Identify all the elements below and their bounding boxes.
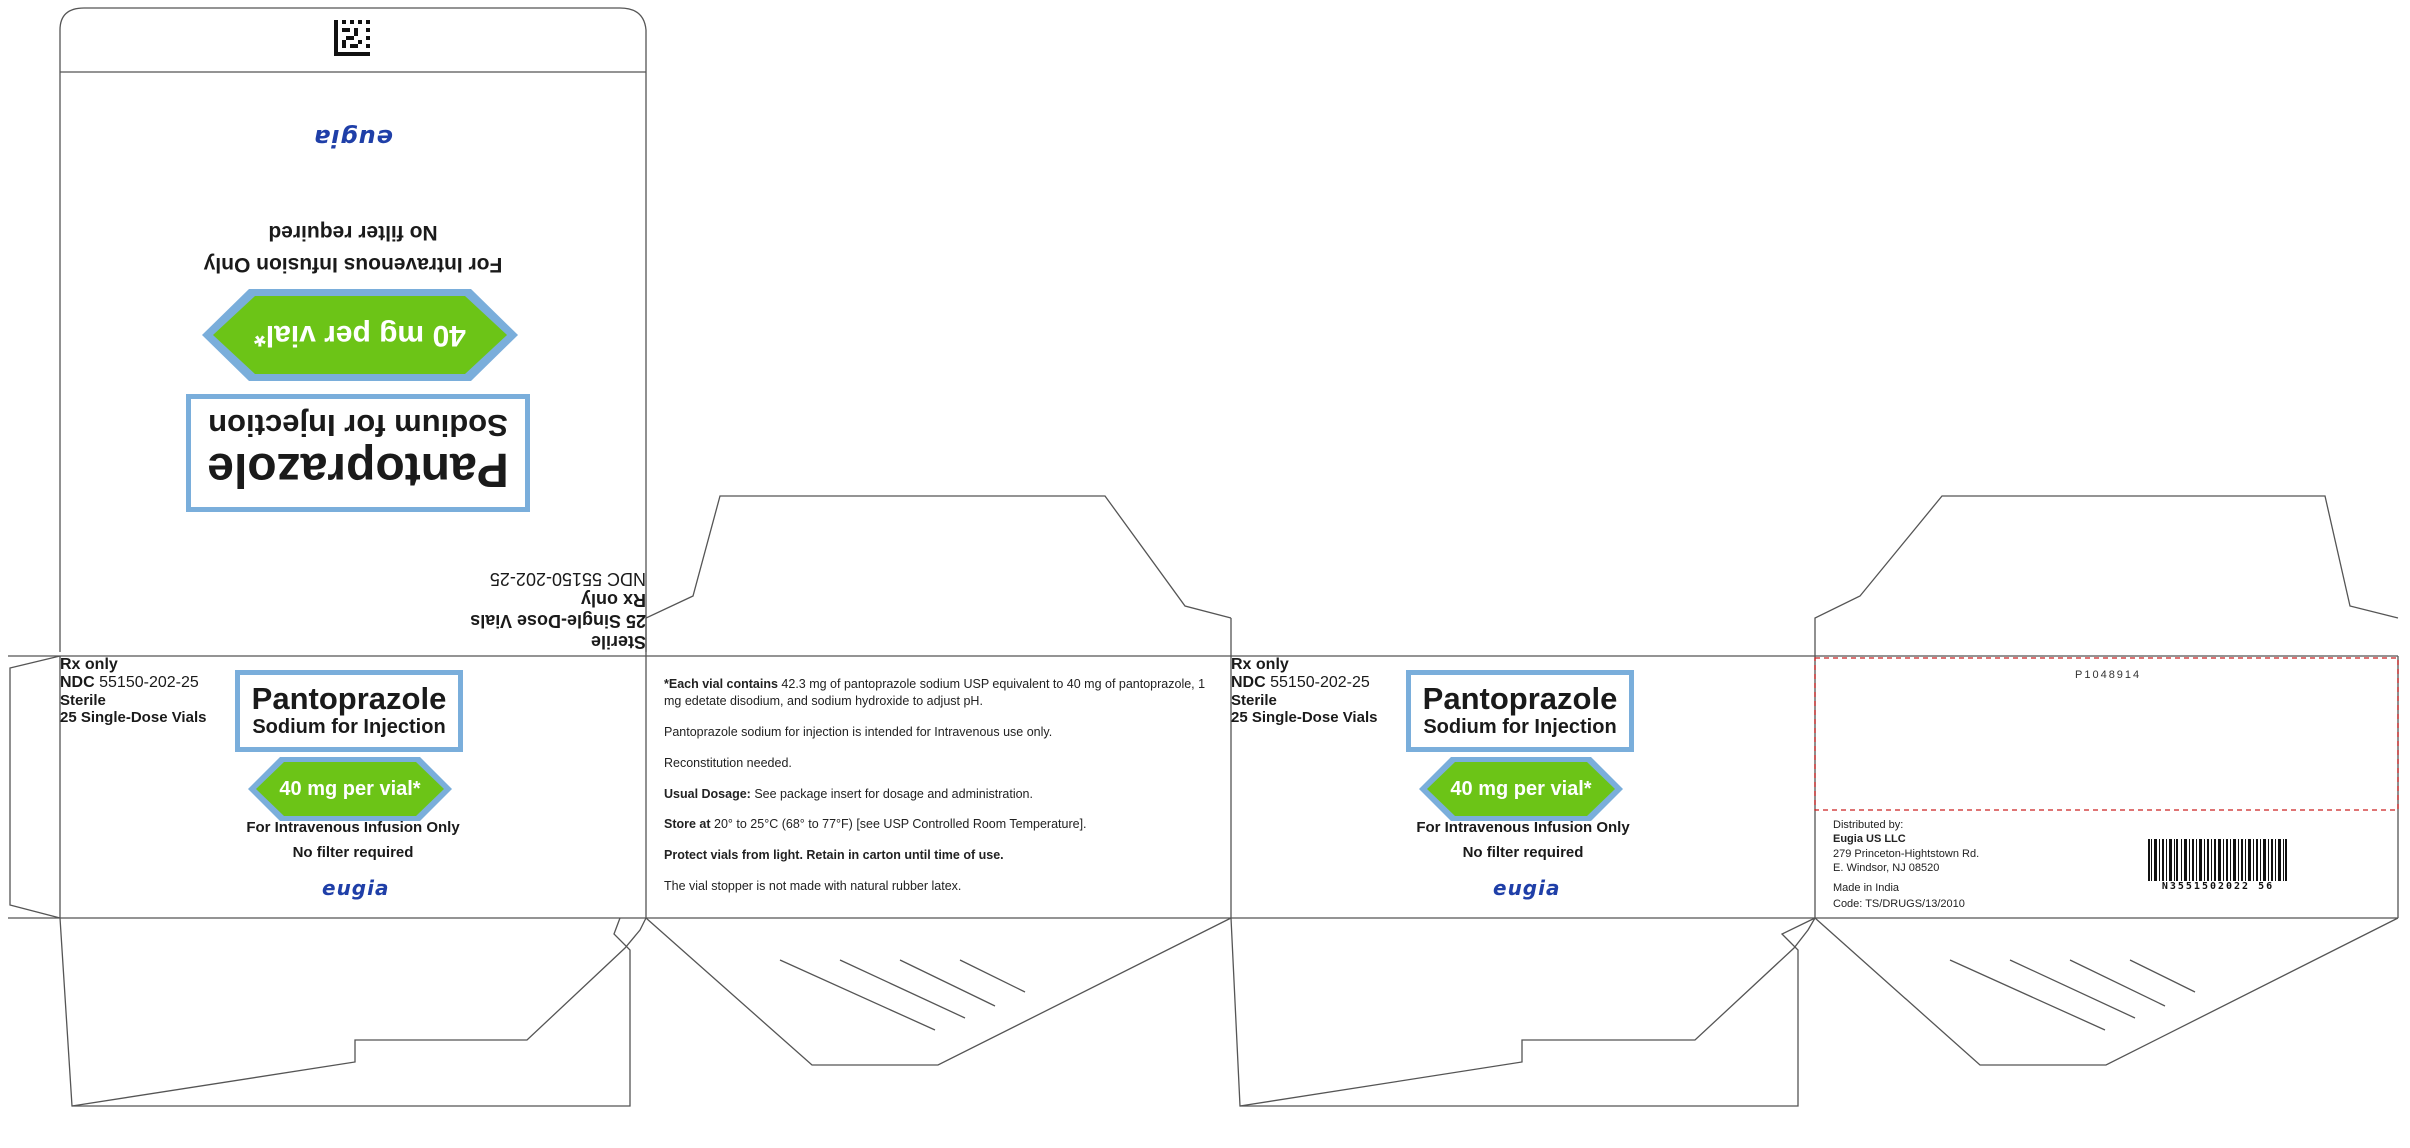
reconstitution-paragraph: Reconstitution needed. bbox=[664, 755, 792, 770]
ndc-number: 55150-202-25 bbox=[1270, 674, 1370, 691]
brand-logo: eugia bbox=[313, 124, 393, 152]
product-title-box bbox=[235, 670, 463, 752]
made-in-label: Made in India bbox=[1833, 882, 1900, 895]
filter-note: No filter required bbox=[268, 221, 438, 244]
rx-only-label: Rx only bbox=[580, 590, 646, 610]
distributor-block bbox=[1833, 818, 1979, 912]
product-title-box bbox=[1406, 670, 1634, 752]
front-panel bbox=[60, 656, 646, 918]
product-name: Pantoprazole bbox=[251, 681, 447, 716]
latex-paragraph: The vial stopper is not made with natural rubber latex. bbox=[664, 879, 962, 894]
dose-badge bbox=[1417, 755, 1625, 823]
dose-text: 40 mg per vial* bbox=[1450, 777, 1592, 800]
barcode-number: N3551502022 56 bbox=[2161, 881, 2275, 892]
dose-text: 40 mg per vial* bbox=[279, 777, 421, 800]
license-code: Code: TS/DRUGS/13/2010 bbox=[1833, 898, 1965, 911]
back-panel bbox=[1231, 656, 1815, 918]
route-note: For Intravenous Infusion Only bbox=[203, 253, 503, 276]
route-note: For Intravenous Infusion Only bbox=[246, 819, 460, 836]
product-name: Pantoprazole bbox=[1422, 681, 1618, 716]
dose-badge bbox=[199, 286, 521, 384]
address-line-2: E. Windsor, NJ 08520 bbox=[1833, 861, 1940, 874]
side-panel bbox=[664, 676, 1216, 909]
sterile-label: Sterile bbox=[590, 632, 646, 652]
ndc-prefix: NDC bbox=[60, 674, 95, 691]
sterile-label: Sterile bbox=[1231, 692, 1277, 709]
company-name: Eugia US LLC bbox=[1833, 833, 1906, 846]
product-title-box bbox=[186, 394, 530, 512]
brand-logo: eugia bbox=[1493, 876, 1561, 900]
filter-note: No filter required bbox=[1462, 844, 1584, 861]
product-subtitle: Sodium for Injection bbox=[1423, 716, 1617, 738]
product-subtitle: Sodium for Injection bbox=[252, 716, 446, 738]
composition-paragraph: *Each vial contains 42.3 mg of pantoprazole sodium USP equivalent to 40 mg of pantoprazole, 1 mg edetate disodium, and sodium hydroxide to adjust pH. bbox=[664, 677, 1206, 708]
dosage-paragraph: Usual Dosage: See package insert for dosage and administration. bbox=[664, 786, 1033, 801]
storage-paragraph: Store at 20° to 25°C (68° to 77°F) [see USP Controlled Room Temperature]. bbox=[664, 817, 1087, 832]
barcode bbox=[2148, 839, 2288, 891]
usage-paragraph: Pantoprazole sodium for injection is intended for Intravenous use only. bbox=[664, 724, 1053, 739]
distributed-by-label: Distributed by: bbox=[1833, 819, 1904, 831]
route-note: For Intravenous Infusion Only bbox=[1416, 819, 1630, 836]
dose-text: 40 mg per vial* bbox=[254, 319, 466, 352]
dose-badge bbox=[246, 755, 454, 823]
product-subtitle: Sodium for Injection bbox=[208, 408, 508, 443]
vial-count-label: 25 Single-Dose Vials bbox=[470, 611, 646, 631]
ndc-prefix: NDC bbox=[1231, 674, 1266, 691]
rx-only-label: Rx only bbox=[60, 656, 118, 673]
address-line-1: 279 Princeton-Hightstown Rd. bbox=[1833, 847, 1980, 860]
vial-count-label: 25 Single-Dose Vials bbox=[60, 709, 207, 726]
data-matrix-code bbox=[334, 20, 370, 56]
top-panel bbox=[60, 72, 646, 652]
ndc-label: NDC 55150-202-25 bbox=[489, 569, 646, 589]
product-name: Pantoprazole bbox=[207, 443, 509, 496]
sterile-label: Sterile bbox=[60, 692, 106, 709]
ndc-number: 55150-202-25 bbox=[99, 674, 199, 691]
filter-note: No filter required bbox=[292, 844, 414, 861]
brand-logo: eugia bbox=[322, 876, 390, 900]
lot-code-label: P1048914 bbox=[2075, 669, 2142, 681]
protect-paragraph: Protect vials from light. Retain in carton until time of use. bbox=[664, 848, 1004, 863]
rx-only-label: Rx only bbox=[1231, 656, 1289, 673]
vial-count-label: 25 Single-Dose Vials bbox=[1231, 709, 1378, 726]
